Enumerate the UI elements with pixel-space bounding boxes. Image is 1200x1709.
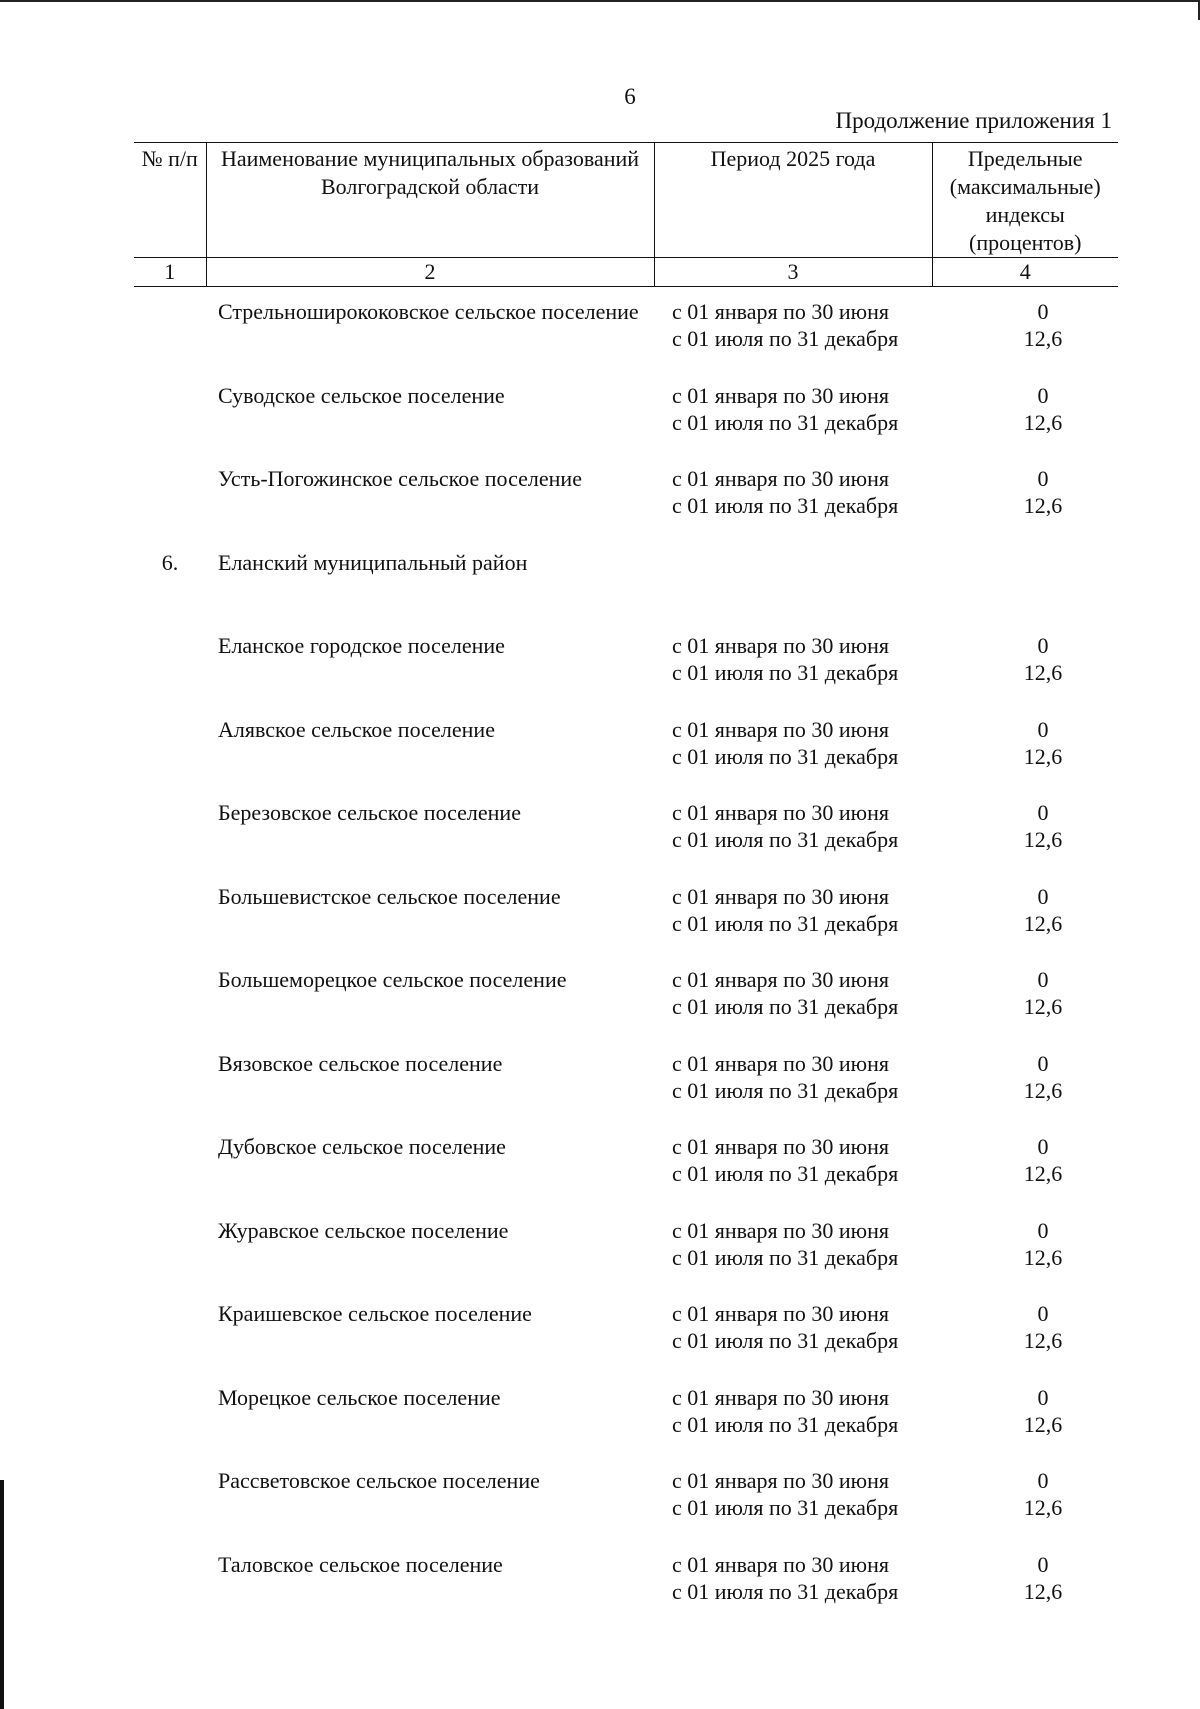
index-cell — [970, 632, 1116, 686]
index-value: 0 — [1037, 800, 1049, 825]
period-line: с 01 января по 30 июня — [672, 1050, 890, 1076]
period-cell — [672, 716, 962, 770]
index-value: 12,6 — [1023, 1161, 1063, 1186]
municipality-name: Березовское сельское поселение — [218, 800, 521, 825]
index-value: 0 — [1037, 466, 1049, 491]
index-value: 12,6 — [1023, 1077, 1063, 1103]
period-cell — [672, 1551, 962, 1605]
index-cell — [970, 1300, 1116, 1354]
index-value: 12,6 — [1023, 326, 1063, 351]
municipality-name: Алявское сельское поселение — [218, 716, 495, 742]
period-cell — [672, 1050, 962, 1104]
index-cell — [970, 465, 1116, 519]
index-cell — [970, 1551, 1116, 1605]
index-value: 0 — [1037, 1217, 1049, 1243]
period-line: с 01 июля по 31 декабря — [672, 1495, 899, 1520]
index-value: 0 — [1037, 1301, 1049, 1326]
period-line: с 01 июля по 31 декабря — [672, 743, 899, 769]
index-cell — [970, 1467, 1116, 1521]
period-line: с 01 июля по 31 декабря — [672, 1578, 899, 1604]
index-value: 12,6 — [1023, 1411, 1063, 1437]
index-value: 0 — [1037, 716, 1049, 742]
index-value: 0 — [1037, 1468, 1049, 1493]
municipality-name: Журавское сельское поселение — [218, 1217, 509, 1243]
index-cell — [970, 1217, 1116, 1271]
period-line: с 01 января по 30 июня — [672, 466, 890, 491]
period-cell — [672, 1217, 962, 1271]
column-number: 4 — [932, 258, 1118, 287]
index-value: 12,6 — [1023, 409, 1063, 435]
index-cell — [970, 1384, 1116, 1438]
index-value: 0 — [1037, 1050, 1049, 1076]
period-line: с 01 января по 30 июня — [672, 1217, 890, 1243]
index-value: 0 — [1037, 1384, 1049, 1410]
period-line: с 01 января по 30 июня — [672, 716, 890, 742]
period-cell — [672, 1384, 962, 1438]
column-number: 2 — [206, 258, 654, 287]
period-line: с 01 июля по 31 декабря — [672, 660, 899, 685]
index-cell — [970, 966, 1116, 1020]
index-cell — [970, 298, 1116, 352]
period-line: с 01 января по 30 июня — [672, 299, 890, 324]
header-period: Период 2025 года — [654, 143, 932, 258]
period-line: с 01 января по 30 июня — [672, 800, 890, 825]
index-value: 0 — [1037, 883, 1049, 909]
index-value: 12,6 — [1023, 910, 1063, 936]
municipality-name: Усть-Погожинское сельское поселение — [218, 466, 582, 491]
period-line: с 01 января по 30 июня — [672, 1301, 890, 1326]
appendix-continuation-note: Продолжение приложения 1 — [835, 108, 1112, 133]
period-cell — [672, 883, 962, 937]
municipality-name: Стрельноширококовское сельское поселение — [218, 299, 639, 324]
index-cell — [970, 716, 1116, 770]
period-line: с 01 января по 30 июня — [672, 967, 890, 992]
scan-edge-top — [0, 0, 1200, 2]
index-value: 12,6 — [1023, 1328, 1063, 1353]
period-cell — [672, 799, 962, 853]
index-value: 0 — [1037, 633, 1049, 658]
header-name: Наименование муниципальных образований Волгоградской области — [206, 143, 654, 258]
period-cell — [672, 1133, 962, 1187]
period-line: с 01 января по 30 июня — [672, 1551, 890, 1577]
municipality-name: Дубовское сельское поселение — [218, 1134, 506, 1159]
period-line: с 01 июля по 31 декабря — [672, 1244, 899, 1270]
index-value: 12,6 — [1023, 994, 1063, 1019]
header-number: № п/п — [134, 143, 206, 258]
index-cell — [970, 1133, 1116, 1187]
index-value: 12,6 — [1023, 1578, 1063, 1604]
index-value: 12,6 — [1023, 1244, 1063, 1270]
period-line: с 01 января по 30 июня — [672, 883, 890, 909]
municipality-name: Суводское сельское поселение — [218, 382, 505, 408]
index-value: 12,6 — [1023, 1495, 1063, 1520]
period-line: с 01 января по 30 июня — [672, 1384, 890, 1410]
period-line: с 01 января по 30 июня — [672, 633, 890, 658]
column-number-row — [134, 258, 1118, 287]
period-line: с 01 января по 30 июня — [672, 1468, 890, 1493]
municipality-name: Еланское городское поселение — [218, 633, 505, 658]
index-value: 0 — [1037, 299, 1049, 324]
index-value: 12,6 — [1023, 827, 1063, 852]
period-line: с 01 июля по 31 декабря — [672, 326, 899, 351]
municipality-name: Вязовское сельское поселение — [218, 1050, 503, 1076]
period-line: с 01 июля по 31 декабря — [672, 1077, 899, 1103]
page-number: 6 — [624, 84, 636, 109]
period-line: с 01 июля по 31 декабря — [672, 493, 899, 518]
municipality-name: Еланский муниципальный район — [218, 549, 528, 575]
index-value: 0 — [1037, 1134, 1049, 1159]
period-line: с 01 января по 30 июня — [672, 1134, 890, 1159]
scan-edge-left — [0, 1480, 4, 1709]
municipality-name: Большеморецкое сельское поселение — [218, 967, 567, 992]
municipality-name: Большевистское сельское поселение — [218, 883, 561, 909]
period-cell — [672, 966, 962, 1020]
column-number: 1 — [134, 258, 206, 287]
index-cell — [970, 382, 1116, 436]
header-index: Предельные (максимальные) индексы (процентов) — [932, 143, 1118, 258]
municipality-name: Рассветовское сельское поселение — [218, 1468, 540, 1493]
period-line: с 01 июля по 31 декабря — [672, 994, 899, 1019]
index-cell — [970, 1050, 1116, 1104]
period-cell — [672, 465, 962, 519]
period-line: с 01 января по 30 июня — [672, 382, 890, 408]
header-row — [134, 143, 1118, 258]
period-line: с 01 июля по 31 декабря — [672, 827, 899, 852]
municipality-name: Морецкое сельское поселение — [218, 1384, 501, 1410]
index-value: 12,6 — [1023, 660, 1063, 685]
table-header — [134, 142, 1118, 287]
period-line: с 01 июля по 31 декабря — [672, 1328, 899, 1353]
municipality-name: Таловское сельское поселение — [218, 1551, 503, 1577]
period-cell — [672, 382, 962, 436]
index-cell — [970, 799, 1116, 853]
period-line: с 01 июля по 31 декабря — [672, 1411, 899, 1437]
row-number: 6. — [161, 549, 179, 575]
index-value: 12,6 — [1023, 743, 1063, 769]
period-cell — [672, 1300, 962, 1354]
index-cell — [970, 883, 1116, 937]
period-cell — [672, 1467, 962, 1521]
period-line: с 01 июля по 31 декабря — [672, 910, 899, 936]
period-cell — [672, 632, 962, 686]
period-cell — [672, 298, 962, 352]
column-number: 3 — [654, 258, 932, 287]
period-line: с 01 июля по 31 декабря — [672, 409, 899, 435]
index-value: 0 — [1037, 382, 1049, 408]
municipality-name: Краишевское сельское поселение — [218, 1301, 532, 1326]
index-value: 12,6 — [1023, 493, 1063, 518]
index-value: 0 — [1037, 967, 1049, 992]
index-value: 0 — [1037, 1551, 1049, 1577]
period-line: с 01 июля по 31 декабря — [672, 1161, 899, 1186]
